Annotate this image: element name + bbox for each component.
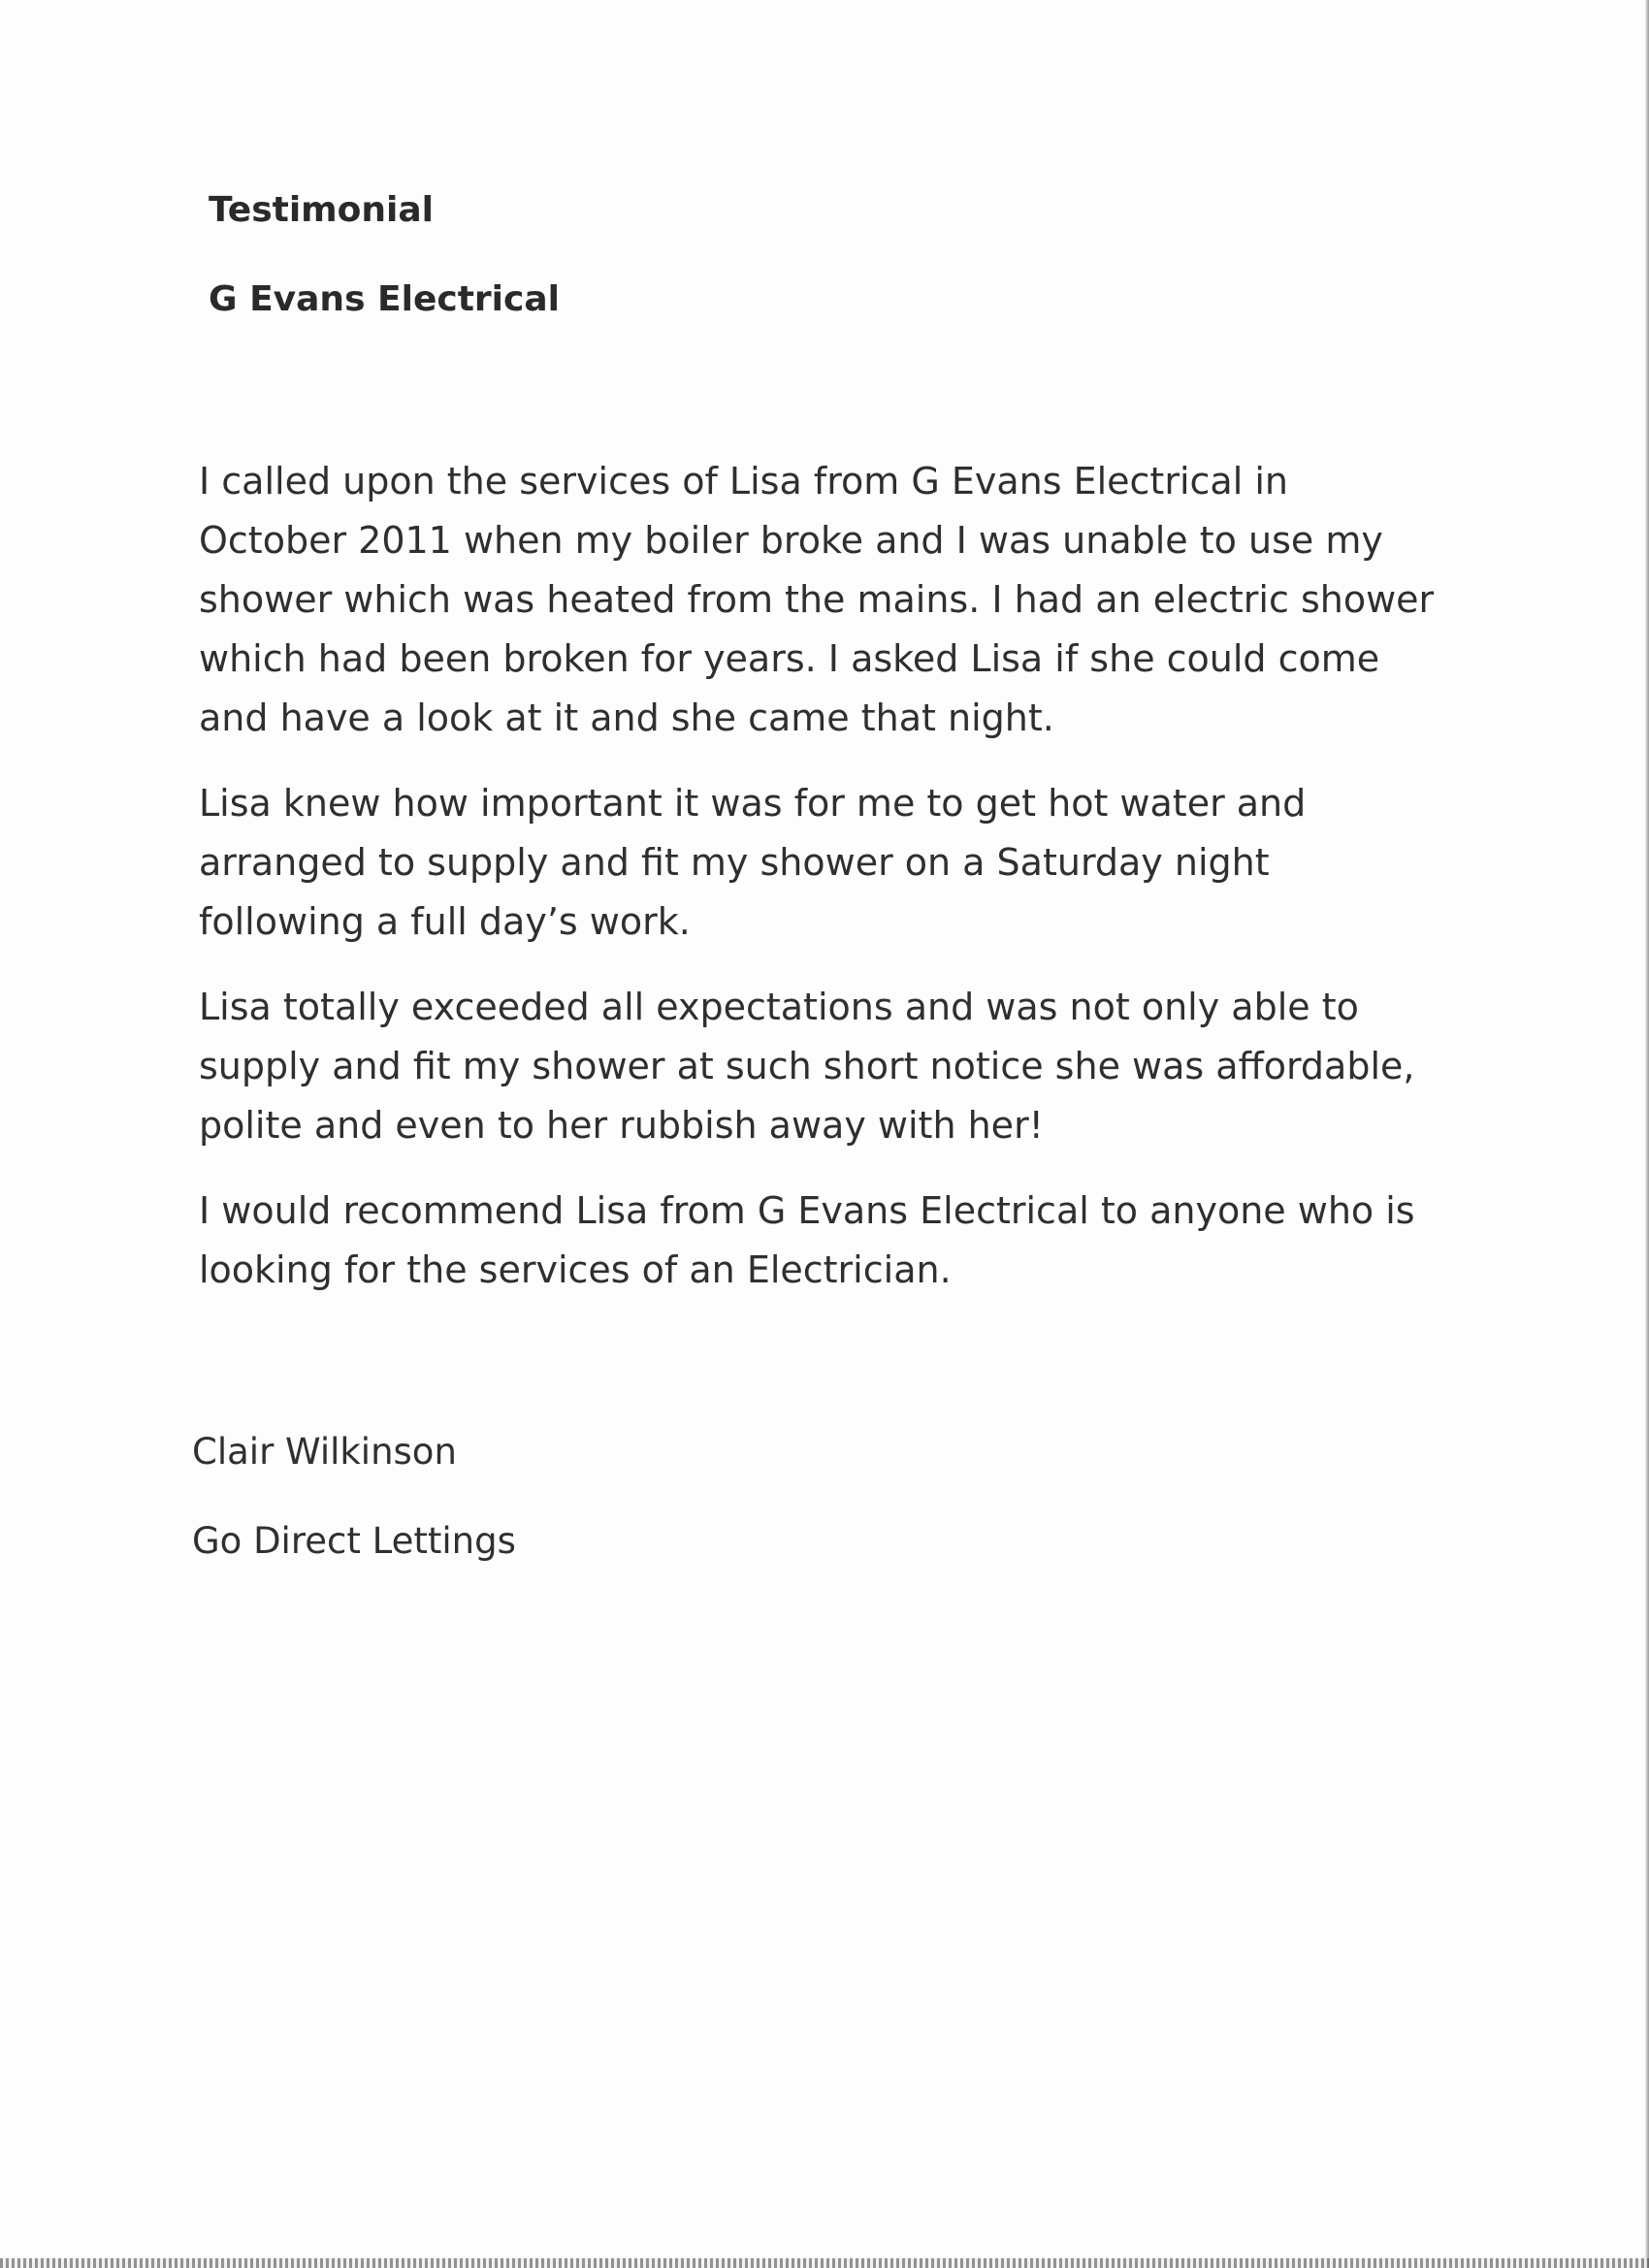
paragraph: Lisa knew how important it was for me to get hot water and arranged to supply and fit my shower on a Saturday night following a full day’s work.: [199, 782, 1307, 943]
scan-edge-shadow: [1645, 0, 1649, 2268]
testimonial-body: [199, 452, 1440, 1326]
company-heading: G Evans Electrical: [209, 279, 560, 319]
signature-company: Go Direct Lettings: [192, 1520, 516, 1562]
document-title: Testimonial: [209, 190, 435, 230]
scan-edge-artifact: [0, 2258, 1649, 2268]
paragraph: I called upon the services of Lisa from G Evans Electrical in October 2011 when my boiler broke and I was unable to use my shower which was heated from the mains. I had an electric shower which had been broken for years. I asked Lisa if she could come and have a look at it and she came that night.: [199, 460, 1435, 739]
signature-name: Clair Wilkinson: [192, 1431, 457, 1473]
paragraph: I would recommend Lisa from G Evans Electrical to anyone who is looking for the services of an Electrician.: [199, 1189, 1415, 1291]
paragraph: Lisa totally exceeded all expectations and was not only able to supply and fit my shower at such short notice she was affordable, polite and even to her rubbish away with her!: [199, 986, 1415, 1147]
